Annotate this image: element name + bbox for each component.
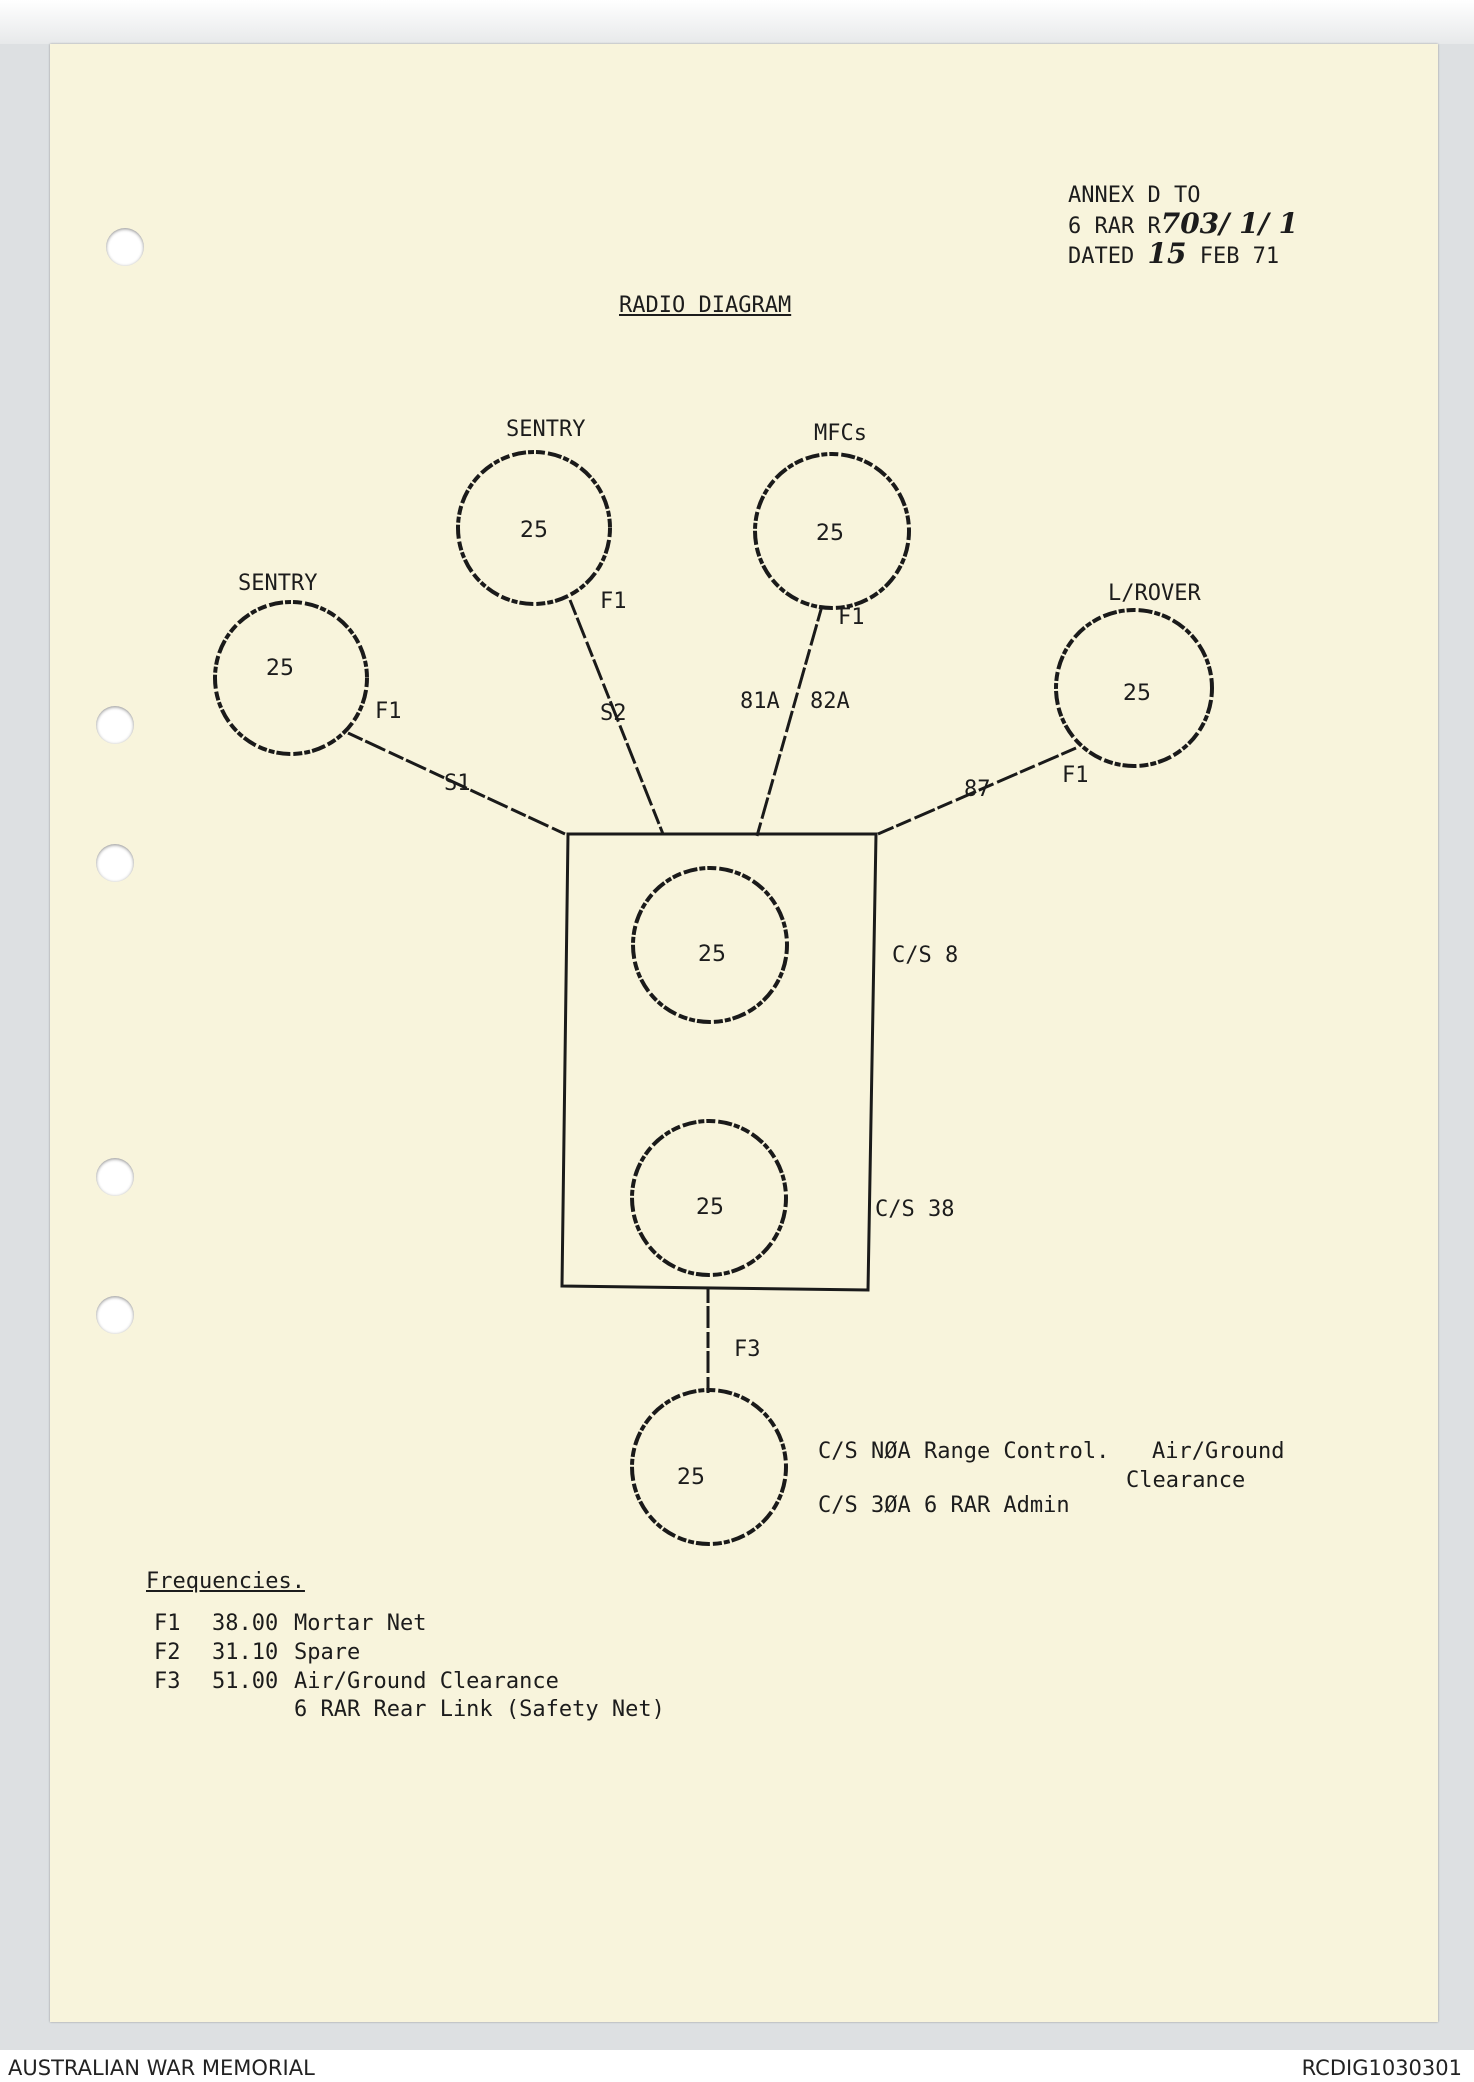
annex-dated-day-handwritten: 15: [1147, 237, 1187, 270]
sentry-top-set: 25: [520, 518, 548, 543]
diagram-title: RADIO DIAGRAM: [619, 293, 792, 318]
cs8-callsign: C/S 8: [892, 943, 959, 968]
sentry-top-freq: F1: [600, 589, 627, 614]
bottom-station-circle: [632, 1390, 786, 1544]
sentry-left-freq: F1: [375, 699, 402, 724]
link-label-f3: F3: [734, 1337, 761, 1362]
annex-line-1: ANNEX D TO: [1068, 183, 1201, 208]
link-label-82a: 82A: [810, 689, 850, 714]
frequency-code: F2: [154, 1640, 181, 1665]
l-rover-set: 25: [1123, 681, 1151, 706]
frequency-description: 6 RAR Rear Link (Safety Net): [294, 1697, 665, 1722]
cs38-callsign: C/S 38: [875, 1197, 955, 1222]
cs8-set: 25: [698, 942, 726, 967]
note-rar-admin: C/S 3ØA 6 RAR Admin: [818, 1493, 1070, 1518]
link-label-81a: 81A: [740, 689, 780, 714]
sentry-left-set: 25: [266, 656, 294, 681]
frequency-code: F1: [154, 1611, 181, 1636]
l-rover-label: L/ROVER: [1108, 581, 1201, 606]
annex-dated-prefix: DATED: [1068, 244, 1135, 269]
frequency-row: [154, 1696, 665, 1808]
mfcs-set: 25: [816, 521, 844, 546]
bottom-station-set: 25: [677, 1465, 705, 1490]
l-rover-freq: F1: [1062, 763, 1089, 788]
cs38-set: 25: [696, 1195, 724, 1220]
link-label-87: 87: [964, 777, 991, 802]
frequency-description: Spare: [294, 1640, 361, 1665]
frequency-value: 31.10: [212, 1640, 279, 1665]
annex-dated-suffix: FEB 71: [1199, 244, 1280, 269]
annex-reference-prefix: 6 RAR R: [1068, 214, 1161, 239]
frequency-description: Air/Ground Clearance: [294, 1669, 559, 1694]
link-label-s2: S2: [600, 701, 627, 726]
note-air-ground: Air/Ground: [1152, 1439, 1285, 1464]
note-range-control: C/S NØA Range Control.: [818, 1439, 1110, 1464]
archive-footer: [0, 2050, 1474, 2082]
mfcs-freq: F1: [838, 605, 865, 630]
annex-reference-handwritten: 703/ 1/ 1: [1160, 207, 1299, 240]
mfcs-label: MFCs: [814, 421, 867, 446]
sentry-top-label: SENTRY: [506, 417, 586, 442]
frequency-value: 51.00: [212, 1669, 279, 1694]
link-label-s1: S1: [444, 771, 471, 796]
central-station-box: [562, 834, 876, 1290]
link-line-mfcs: [757, 606, 822, 836]
footer-record-id: RCDIG1030301: [1301, 2056, 1462, 2080]
frequency-description: Mortar Net: [294, 1611, 427, 1636]
frequencies-heading: Frequencies.: [146, 1569, 305, 1594]
note-clearance: Clearance: [1126, 1468, 1246, 1493]
footer-source: AUSTRALIAN WAR MEMORIAL: [8, 2056, 315, 2080]
frequency-value: 38.00: [212, 1611, 279, 1636]
frequency-code: F3: [154, 1669, 181, 1694]
sentry-left-label: SENTRY: [238, 571, 318, 596]
